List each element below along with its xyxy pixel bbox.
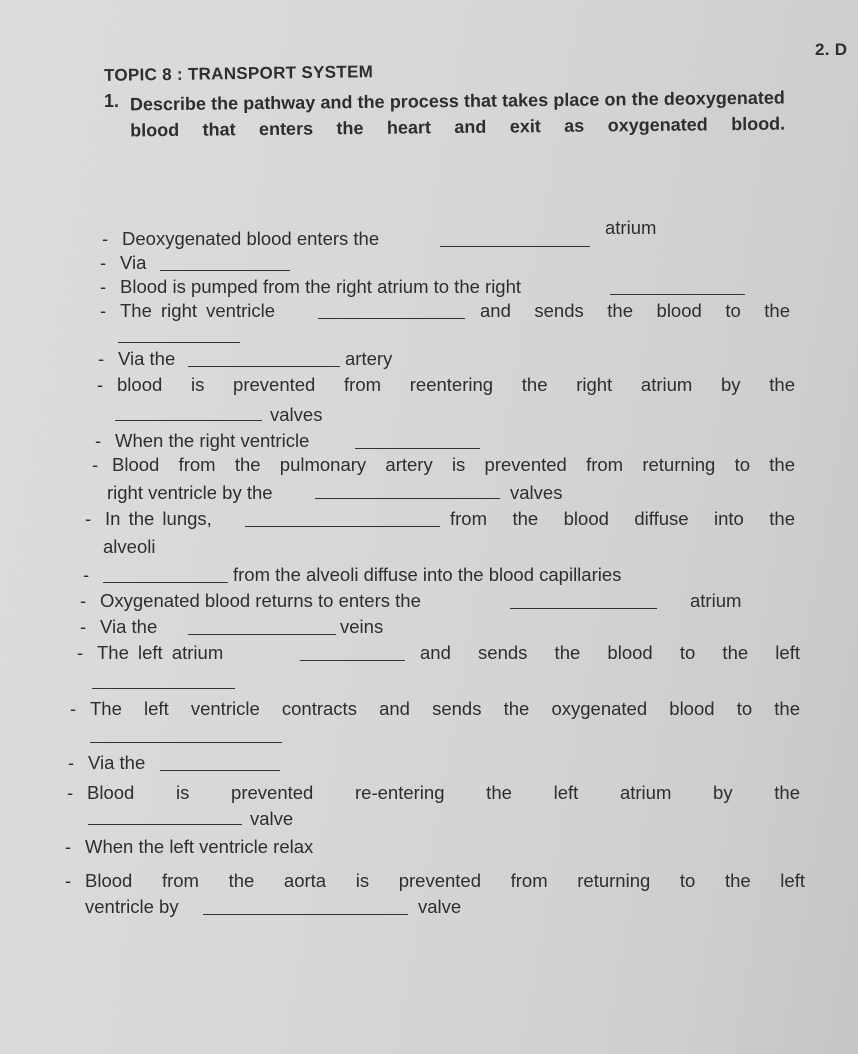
fill-line	[80, 590, 742, 612]
fill-line	[95, 430, 310, 452]
line-text: Via the	[88, 752, 146, 773]
line-text: and sends the blood to the left	[420, 642, 800, 663]
bullet: -	[85, 508, 92, 529]
line-text: Blood from the pulmonary artery is prevented from returning to the	[112, 454, 795, 475]
fill-line	[98, 348, 393, 370]
page-title: TOPIC 8 : TRANSPORT SYSTEM	[103, 62, 374, 85]
line-text: Via the	[100, 616, 158, 637]
bullet: -	[65, 870, 72, 891]
line-text: veins	[340, 616, 384, 637]
blank[interactable]	[118, 324, 240, 343]
bullet: -	[68, 752, 75, 773]
corner-label: 2. D	[815, 40, 848, 59]
fill-line	[102, 217, 657, 250]
bullet: -	[98, 348, 105, 369]
blank[interactable]	[355, 430, 480, 449]
blank[interactable]	[188, 616, 336, 635]
line-text: valve	[250, 808, 294, 829]
fill-line	[70, 698, 800, 720]
fill-line	[80, 616, 384, 638]
bullet: -	[102, 228, 109, 249]
line-text: right ventricle by the	[107, 482, 273, 503]
fill-line	[68, 752, 146, 774]
blank[interactable]	[103, 564, 228, 583]
line-text: Via the	[118, 348, 176, 369]
line-text: alveoli	[103, 536, 156, 557]
line-text: When the right ventricle	[115, 430, 310, 451]
line-text: ventricle by	[85, 896, 179, 917]
line-text: Blood from the aorta is prevented from returning to the left	[85, 870, 805, 891]
bullet: -	[100, 252, 107, 273]
blank[interactable]	[300, 642, 405, 661]
line-text: The right ventricle	[120, 300, 276, 321]
blank[interactable]	[115, 402, 262, 421]
fill-line	[100, 300, 790, 322]
line-text: Blood is prevented re-entering the left atrium by the	[87, 782, 800, 803]
line-text: Deoxygenated blood enters the	[122, 228, 380, 249]
line-text: valves	[270, 404, 323, 425]
fill-line	[85, 508, 795, 557]
blank[interactable]	[90, 724, 282, 743]
fill-line	[65, 836, 314, 858]
blank[interactable]	[92, 670, 235, 689]
question-number: 1.	[104, 91, 120, 111]
line-text: Via	[120, 252, 147, 273]
line-text: In the lungs,	[105, 508, 212, 529]
line-text: from the alveoli diffuse into the blood capillaries	[233, 564, 622, 585]
line-text: When the left ventricle relax	[85, 836, 314, 857]
line-text: The left ventricle contracts and sends the oxygenated blood to the	[90, 698, 800, 719]
bullet: -	[77, 642, 84, 663]
line-text: artery	[345, 348, 393, 369]
blank[interactable]	[440, 228, 590, 247]
line-text: Blood is pumped from the right atrium to the right	[120, 276, 522, 297]
bullet: -	[95, 430, 102, 451]
bullet: -	[80, 590, 87, 611]
fill-line	[92, 454, 795, 503]
line-text: blood is prevented from reentering the right atrium by the	[117, 374, 795, 395]
fill-line	[100, 252, 147, 274]
bullet: -	[65, 836, 72, 857]
fill-line	[77, 642, 800, 664]
bullet: -	[83, 564, 90, 585]
line-text: atrium	[605, 217, 657, 238]
line-text: valve	[418, 896, 462, 917]
blank[interactable]	[318, 300, 465, 319]
line-text: atrium	[690, 590, 742, 611]
bullet: -	[80, 616, 87, 637]
blank[interactable]	[315, 480, 500, 499]
blank[interactable]	[510, 590, 657, 609]
line-text: The left atrium	[97, 642, 224, 663]
blank[interactable]	[245, 508, 440, 527]
bullet: -	[70, 698, 77, 719]
blank[interactable]	[88, 806, 242, 825]
bullet: -	[100, 300, 107, 321]
bullet: -	[92, 454, 99, 475]
blank[interactable]	[610, 276, 745, 295]
fill-line	[65, 870, 805, 917]
blank[interactable]	[203, 896, 408, 915]
blank[interactable]	[160, 252, 290, 271]
question-text: Describe the pathway and the process that takes place on the deoxygenated blood that enters the heart and exit as oxygenated blood.	[129, 87, 786, 141]
bullet: -	[100, 276, 107, 297]
fill-line	[67, 782, 800, 829]
line-text: from the blood diffuse into the	[450, 508, 795, 529]
line-text: Oxygenated blood returns to enters the	[100, 590, 421, 611]
bullet: -	[97, 374, 104, 395]
fill-line	[100, 276, 522, 298]
fill-line	[97, 374, 795, 425]
blank[interactable]	[160, 752, 280, 771]
line-text: valves	[510, 482, 563, 503]
blank[interactable]	[188, 348, 340, 367]
line-text: and sends the blood to the	[480, 300, 790, 321]
bullet: -	[67, 782, 74, 803]
